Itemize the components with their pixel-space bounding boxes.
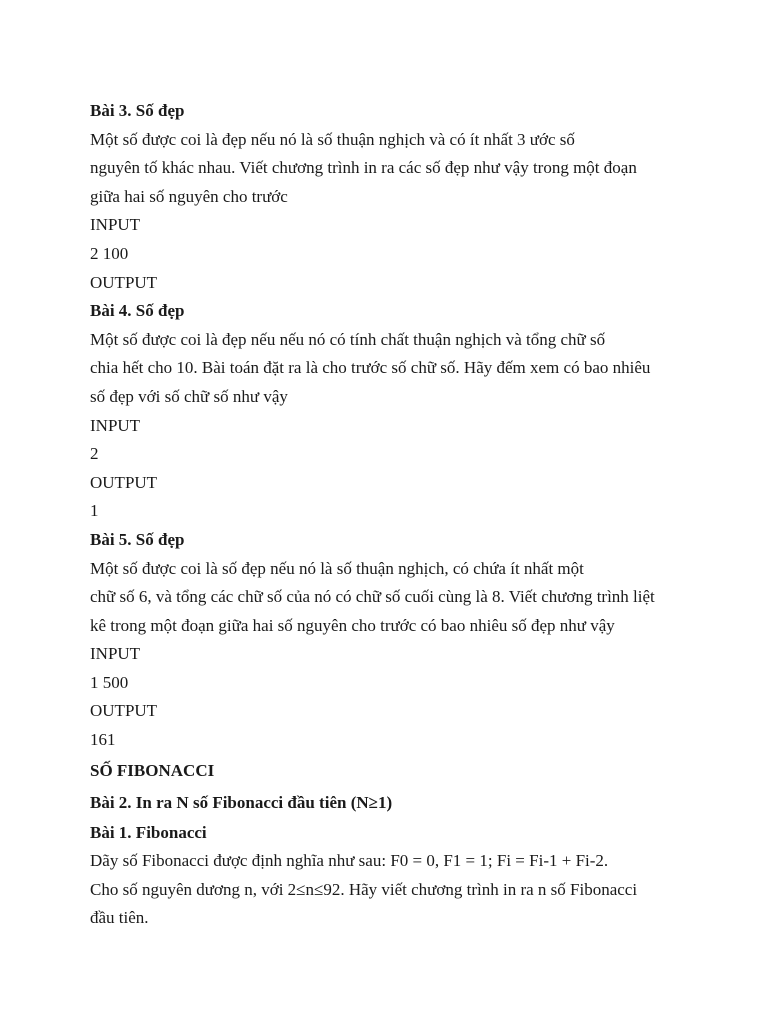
bai3-text-line-3: giữa hai số nguyên cho trước bbox=[90, 186, 288, 206]
bai3-text-line-1: Một số được coi là đẹp nếu nó là số thuận nghịch và có ít nhất 3 ước số bbox=[90, 129, 575, 149]
bai3-input-value: 2 100 bbox=[90, 243, 129, 263]
bai5-output-value: 161 bbox=[90, 730, 116, 750]
bai4-text-line-2: chia hết cho 10. Bài toán đặt ra là cho trước số chữ số. Hãy đếm xem có bao nhiêu bbox=[90, 358, 651, 378]
bai3-input-label: INPUT bbox=[90, 215, 141, 235]
fib-bai1-title: Bài 1. Fibonacci bbox=[90, 822, 207, 842]
bai4-title: Bài 4. Số đẹp bbox=[90, 301, 185, 321]
bai3-title: Bài 3. Số đẹp bbox=[90, 101, 185, 120]
bai3-output-label: OUTPUT bbox=[90, 272, 158, 292]
bai5-text-line-1: Một số được coi là số đẹp nếu nó là số thuận nghịch, có chứa ít nhất một bbox=[90, 558, 584, 578]
bai4-input-label: INPUT bbox=[90, 415, 141, 435]
bai4-output-value: 1 bbox=[90, 501, 99, 521]
bai5-output-label: OUTPUT bbox=[90, 701, 158, 721]
fib-bai1-text-line-3: đầu tiên. bbox=[90, 908, 149, 928]
bai4-input-value: 2 bbox=[90, 444, 99, 464]
bai5-text-line-2: chữ số 6, và tổng các chữ số của nó có chữ số cuối cùng là 8. Viết chương trình liệt bbox=[90, 587, 655, 607]
bai5-input-label: INPUT bbox=[90, 644, 141, 664]
bai4-text-line-3: số đẹp với số chữ số như vậy bbox=[90, 386, 288, 406]
bai3-text-line-2: nguyên tố khác nhau. Viết chương trình in ra các số đẹp như vậy trong một đoạn bbox=[90, 158, 637, 178]
fib-bai1-text-line-2: Cho số nguyên dương n, với 2≤n≤92. Hãy viết chương trình in ra n số Fibonacci bbox=[90, 879, 638, 899]
fib-bai1-text-line-1: Dãy số Fibonacci được định nghĩa như sau: F0 = 0, F1 = 1; Fi = Fi-1 + Fi-2. bbox=[90, 851, 609, 871]
document-page bbox=[90, 97, 730, 933]
fib-bai2-title: Bài 2. In ra N số Fibonacci đầu tiên (N≥1) bbox=[90, 792, 393, 812]
fibonacci-section-heading: SỐ FIBONACCI bbox=[90, 760, 215, 780]
bai5-text-line-3: kê trong một đoạn giữa hai số nguyên cho trước có bao nhiêu số đẹp như vậy bbox=[90, 615, 615, 635]
bai5-input-value: 1 500 bbox=[90, 672, 129, 692]
bai4-text-line-1: Một số được coi là đẹp nếu nếu nó có tính chất thuận nghịch và tổng chữ số bbox=[90, 329, 606, 349]
bai5-title: Bài 5. Số đẹp bbox=[90, 529, 185, 549]
bai4-output-label: OUTPUT bbox=[90, 472, 158, 492]
